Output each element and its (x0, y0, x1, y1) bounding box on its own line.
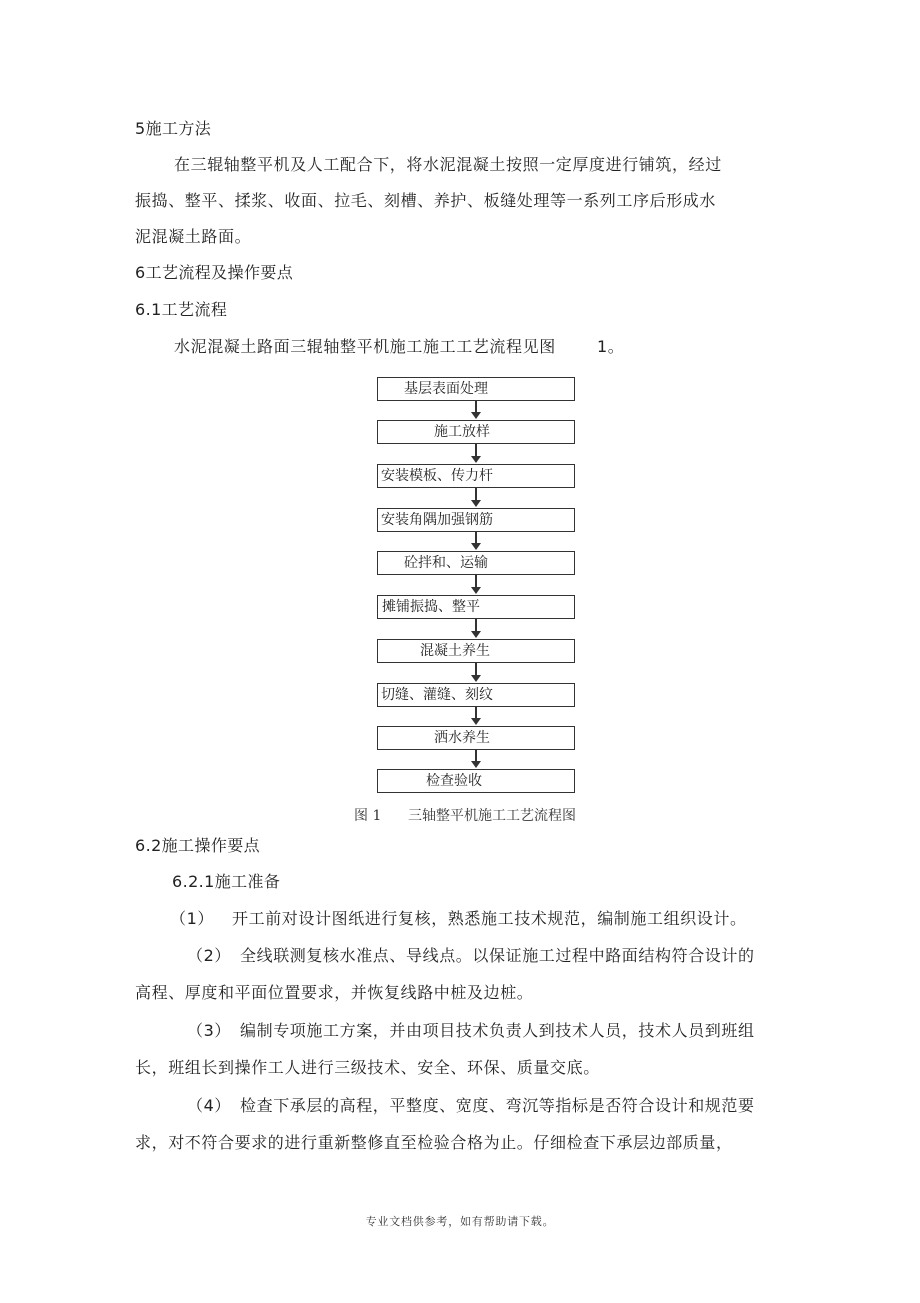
section-5-paragraph-line: 振捣、整平、揉浆、收面、拉毛、刻槽、养护、板缝处理等一系列工序后形成水 (135, 191, 717, 210)
flow-step (377, 551, 575, 575)
section-5-paragraph-line: 泥混凝土路面。 (135, 227, 252, 246)
section-6-2-1-heading: 6.2.1施工准备 (172, 872, 281, 891)
section-5-heading: 5施工方法 (135, 119, 212, 138)
flow-step (377, 464, 575, 488)
flow-step (377, 508, 575, 532)
item-number: （3） (187, 1021, 231, 1040)
flow-arrow (475, 532, 477, 544)
item-number: （1） (170, 909, 214, 928)
flow-step-label: 洒水养生 (434, 730, 490, 746)
flow-arrow (475, 444, 477, 457)
section-6-2-heading: 6.2施工操作要点 (135, 836, 261, 855)
flow-intro-figure-ref: 1。 (597, 337, 625, 356)
page-footer: 专业文档供参考，如有帮助请下载。 (365, 1215, 555, 1228)
flow-step (377, 726, 575, 750)
flow-arrow (475, 619, 477, 632)
flow-arrow (475, 750, 477, 762)
flow-step (377, 639, 575, 663)
flow-step-label: 基层表面处理 (404, 381, 488, 397)
figure-caption-label: 图 1 (354, 808, 382, 824)
flow-arrow (475, 707, 477, 719)
item-text-line: 检查下承层的高程，平整度、宽度、弯沉等指标是否符合设计和规范要 (240, 1096, 755, 1115)
flow-step-label: 安装模板、传力杆 (381, 468, 493, 484)
flow-step-label: 安装角隅加强钢筋 (381, 512, 493, 528)
flow-step (377, 377, 575, 401)
item-text-line: 开工前对设计图纸进行复核，熟悉施工技术规范，编制施工组织设计。 (232, 909, 747, 928)
item-text-line: 全线联测复核水准点、导线点。以保证施工过程中路面结构符合设计的 (240, 946, 755, 965)
flow-step (377, 595, 575, 619)
item-number: （4） (187, 1096, 231, 1115)
flow-step (377, 769, 575, 793)
flow-step-label: 混凝土养生 (420, 643, 490, 659)
item-text-line: 长，班组长到操作工人进行三级技术、安全、环保、质量交底。 (135, 1058, 600, 1077)
figure-caption-text: 三轴整平机施工工艺流程图 (408, 808, 576, 824)
item-text-line: 高程、厚度和平面位置要求，并恢复线路中桩及边桩。 (135, 983, 534, 1002)
flow-step (377, 683, 575, 707)
flow-step-label: 砼拌和、运输 (404, 555, 488, 571)
item-text-line: 求，对不符合要求的进行重新整修直至检验合格为止。仔细检查下承层边部质量， (135, 1133, 733, 1152)
flow-arrow (475, 575, 477, 588)
item-text-line: 编制专项施工方案，并由项目技术负责人到技术人员，技术人员到班组 (240, 1021, 755, 1040)
flow-step-label: 摊铺振捣、整平 (382, 599, 480, 615)
flow-step-label: 切缝、灌缝、刻纹 (381, 687, 493, 703)
flow-intro-text: 水泥混凝土路面三辊轴整平机施工施工工艺流程见图 (174, 337, 556, 356)
flow-step-label: 施工放样 (434, 424, 490, 440)
section-6-1-heading: 6.1工艺流程 (135, 300, 228, 319)
flow-arrow (475, 401, 477, 413)
section-5-paragraph-line: 在三辊轴整平机及人工配合下，将水泥混凝土按照一定厚度进行铺筑，经过 (174, 155, 722, 174)
flow-step-label: 检查验收 (426, 773, 482, 789)
item-number: （2） (187, 946, 231, 965)
flow-arrow (475, 663, 477, 676)
section-6-heading: 6工艺流程及操作要点 (135, 263, 294, 282)
flow-arrow (475, 488, 477, 501)
flow-step (377, 420, 575, 444)
